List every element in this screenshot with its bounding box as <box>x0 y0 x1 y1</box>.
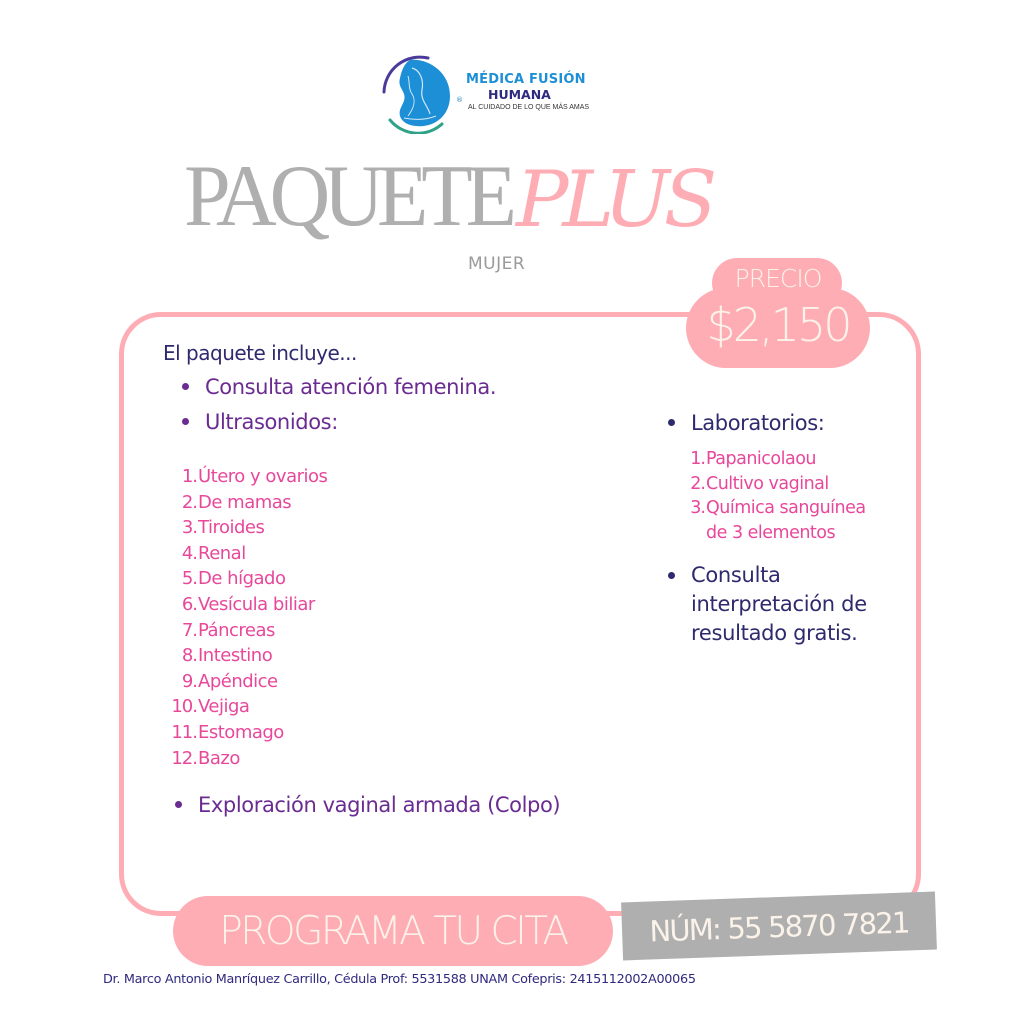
bullet-label: Exploración vaginal armada (Colpo) <box>198 793 561 817</box>
bullet-label: Consulta atención femenina. <box>205 375 497 399</box>
list-item: 7. Páncreas <box>181 619 275 641</box>
bullet-dot-icon <box>182 383 189 390</box>
bullet-laboratorios <box>668 411 824 435</box>
page-title <box>184 147 712 250</box>
title-main: PAQUETE <box>184 147 510 245</box>
list-item: 8. Intestino <box>181 645 273 667</box>
pregnant-woman-icon <box>380 54 460 134</box>
package-intro: El paquete incluye... <box>163 341 357 365</box>
bullet-dot-icon <box>668 572 675 579</box>
list-item: 2. De mamas <box>181 491 292 513</box>
page-subtitle: MUJER <box>468 254 526 274</box>
list-item: 10. Vejiga <box>171 696 250 718</box>
bullet-exploracion <box>175 793 560 817</box>
brand-name-line2: HUMANA <box>488 87 551 102</box>
doctor-credentials: Dr. Marco Antonio Manríquez Carrillo, Cédula Prof: 5531588 UNAM Cofepris: 2415112002A00065 <box>103 972 696 987</box>
list-item: 3. Tiroides <box>181 517 265 539</box>
list-item: 2. Cultivo vaginal <box>690 473 829 494</box>
bullet-consulta-femenina <box>182 375 496 399</box>
price-badge <box>686 258 870 368</box>
schedule-appointment-button[interactable] <box>173 896 613 966</box>
bullet-dot-icon <box>182 418 189 425</box>
cta-label: PROGRAMA TU CITA <box>219 909 567 954</box>
price-value: $2,150 <box>706 298 850 352</box>
phone-number: NÚM: 55 5870 7821 <box>648 905 910 949</box>
list-item: 4. Renal <box>181 542 246 564</box>
list-item: 1. Útero y ovarios <box>181 466 328 487</box>
price-label: PRECIO <box>734 264 822 293</box>
list-item: 3. Química sanguínea <box>690 498 866 518</box>
list-item: 6. Vesícula biliar <box>181 593 315 615</box>
brand-logo <box>380 54 620 134</box>
list-item: 5. De hígado <box>181 568 286 590</box>
bullet-ultrasonidos <box>182 410 338 434</box>
brand-tagline: AL CUIDADO DE LO QUE MÁS AMAS <box>468 104 590 111</box>
registered-mark: ® <box>456 96 463 104</box>
list-item: 12. Bazo <box>171 747 240 769</box>
bullet-dot-icon <box>668 419 675 426</box>
ultrasonidos-list <box>170 464 327 771</box>
title-accent: PLUS <box>515 155 712 245</box>
bullet-consulta-interpretacion <box>668 561 891 648</box>
brand-name-line1: MÉDICA FUSIÓN <box>466 72 586 87</box>
laboratorios-list <box>670 447 866 545</box>
bullet-label: Laboratorios: <box>691 411 825 435</box>
list-item: 1. Papanicolaou <box>690 449 816 469</box>
list-item: de 3 elementos <box>706 522 836 543</box>
list-item: 9. Apéndice <box>181 670 278 692</box>
bullet-label: Ultrasonidos: <box>205 410 338 434</box>
bullet-dot-icon <box>175 801 182 808</box>
list-item: 11. Estomago <box>171 721 284 743</box>
phone-number-badge[interactable] <box>621 892 937 961</box>
bullet-label: Consulta interpretación de resultado gratis. <box>691 563 867 645</box>
